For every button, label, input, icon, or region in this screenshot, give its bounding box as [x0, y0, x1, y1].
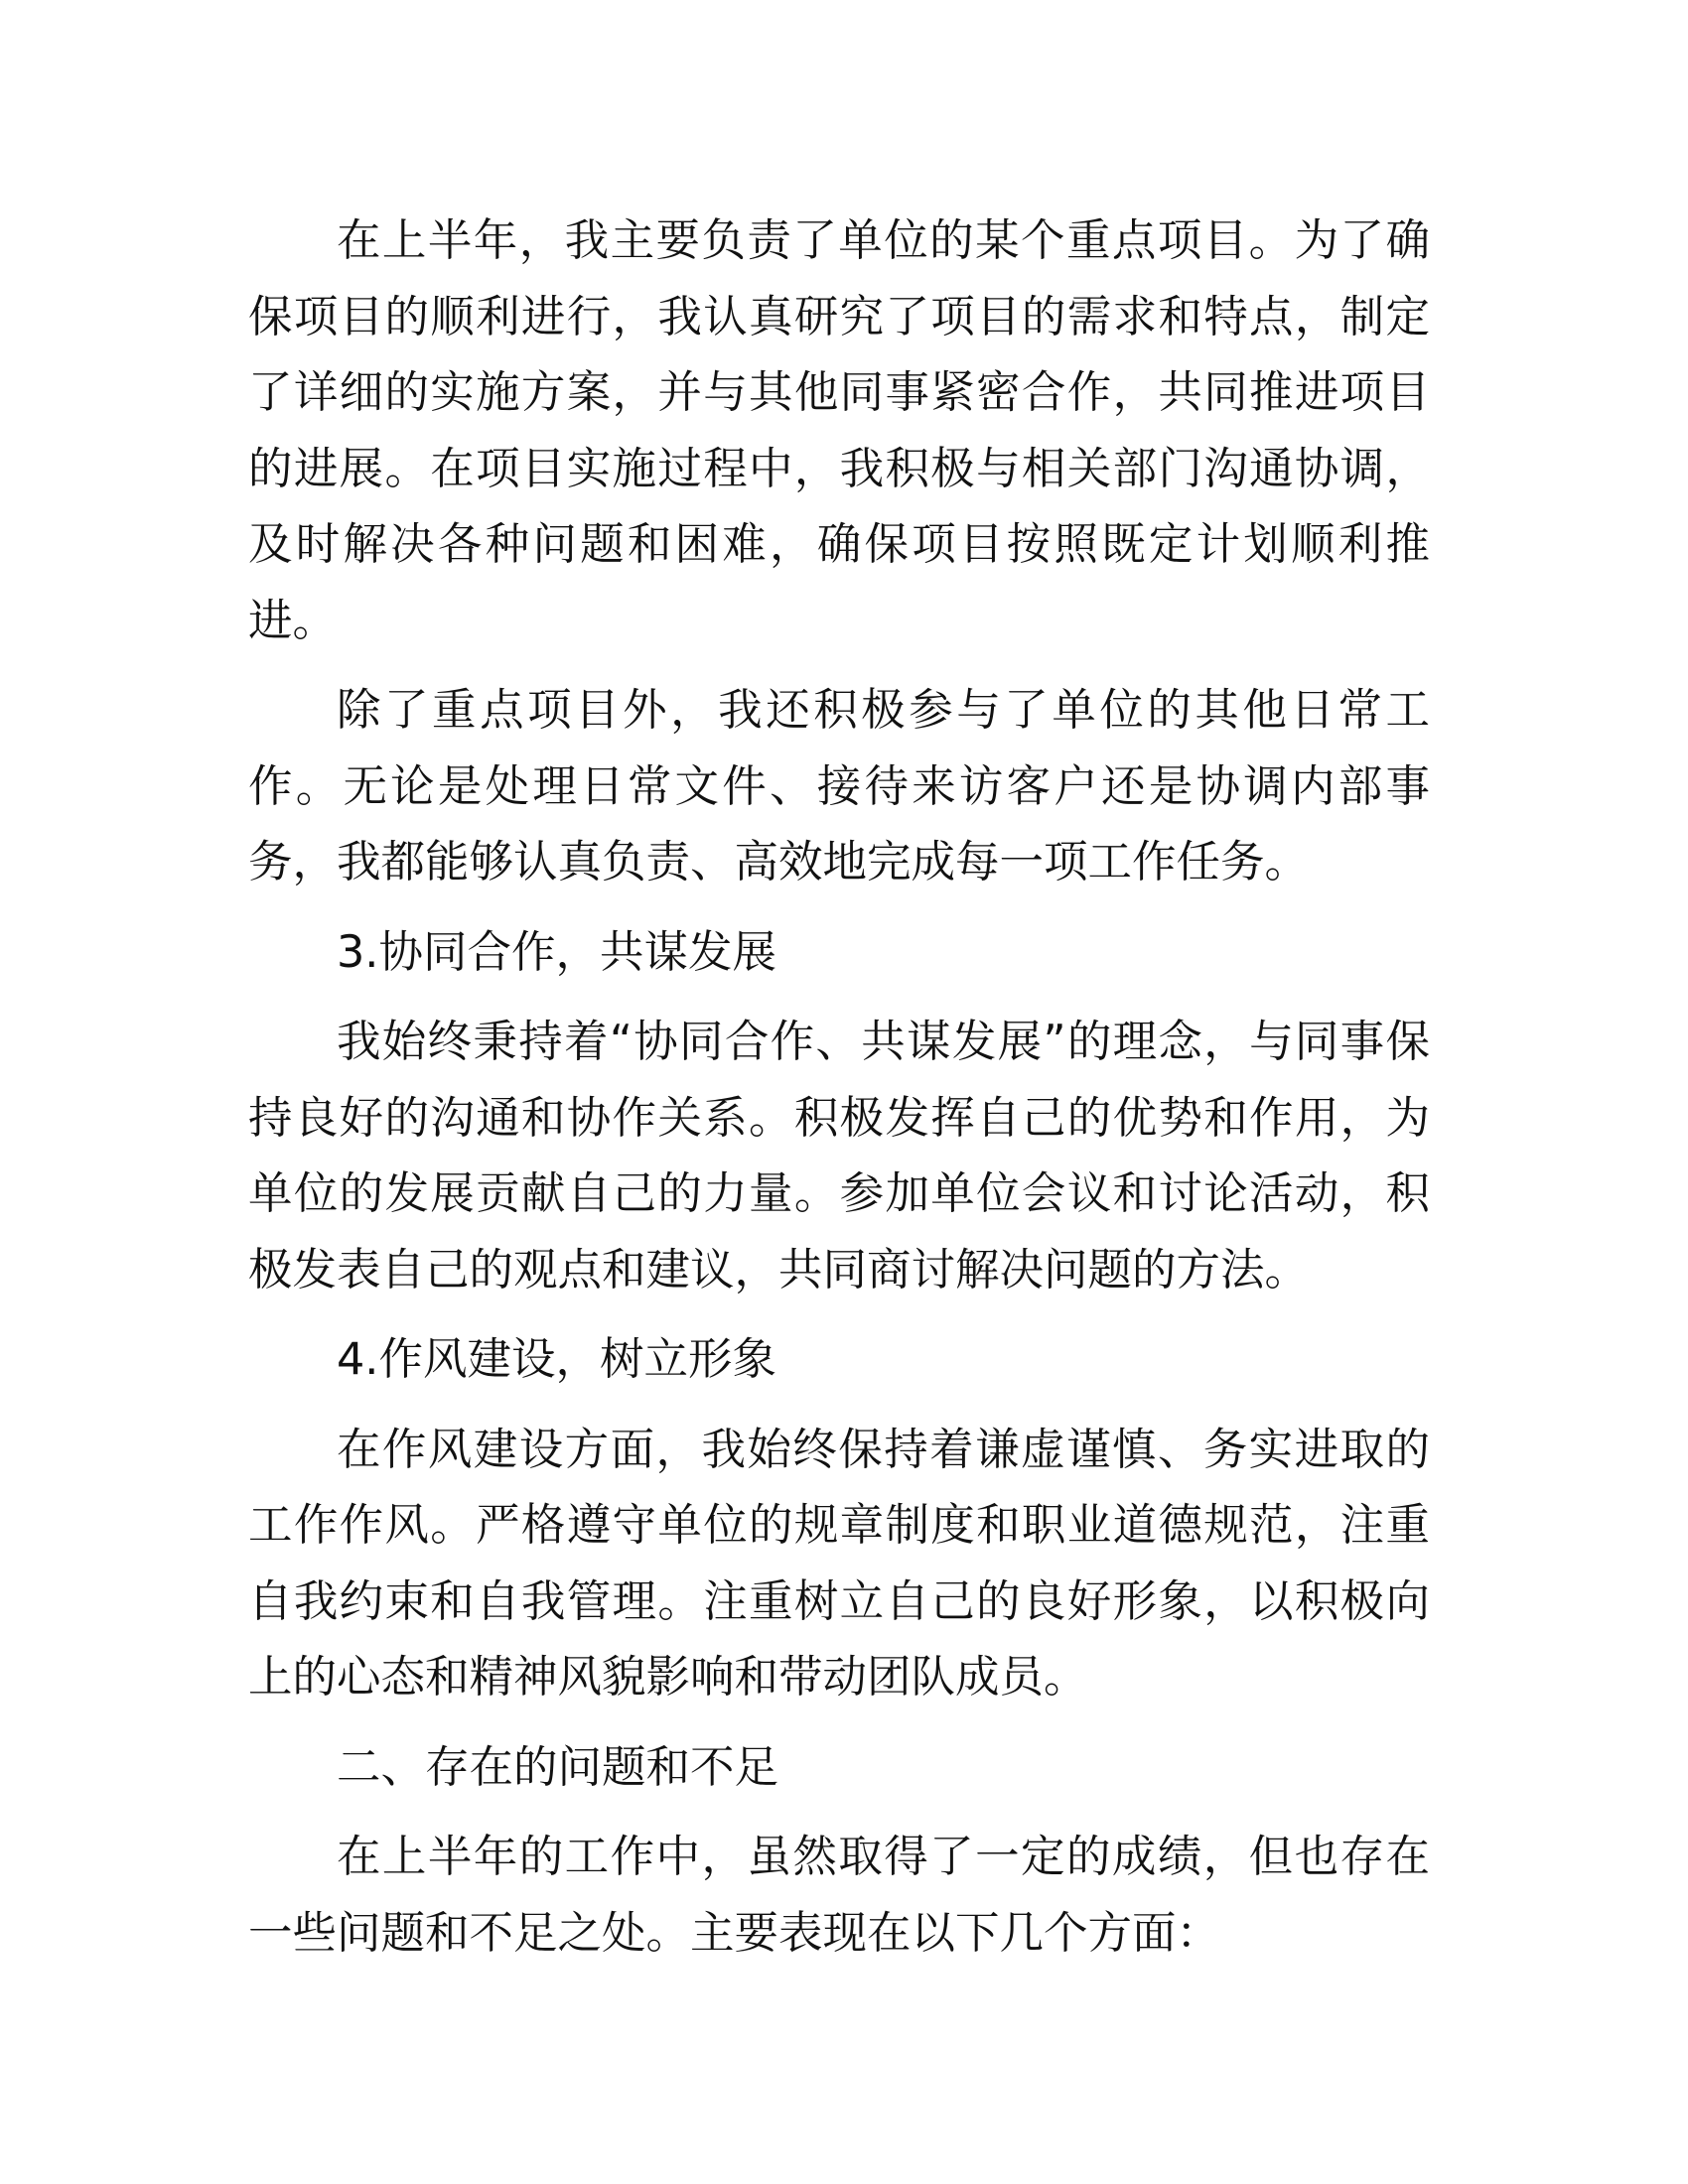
paragraph-collaboration: 我始终秉持着“协同合作、共谋发展”的理念，与同事保持良好的沟通和协作关系。积极发挥自己的优势和作用，为单位的发展贡献自己的力量。参加单位会议和讨论活动，积极发表自己的观点和建议，共同商讨解决问题的方法。	[248, 1017, 1430, 1296]
document-body	[248, 204, 1430, 1972]
heading-problems: 二、存在的问题和不足	[337, 1741, 779, 1793]
heading-work-style: 4.作风建设，树立形象	[337, 1334, 776, 1385]
paragraph-work-key-project: 在上半年，我主要负责了单位的某个重点项目。为了确保项目的顺利进行，我认真研究了项目的需求和特点，制定了详细的实施方案，并与其他同事紧密合作，共同推进项目的进展。在项目实施过程中，我积极与相关部门沟通协调，及时解决各种问题和困难，确保项目按照既定计划顺利推进。	[248, 215, 1430, 646]
paragraph-daily-work: 除了重点项目外，我还积极参与了单位的其他日常工作。无论是处理日常文件、接待来访客户还是协调内部事务，我都能够认真负责、高效地完成每一项工作任务。	[248, 685, 1430, 887]
heading-collaboration: 3.协同合作，共谋发展	[337, 926, 776, 978]
paragraph-work-style: 在作风建设方面，我始终保持着谦虚谨慎、务实进取的工作作风。严格遵守单位的规章制度和职业道德规范，注重自我约束和自我管理。注重树立自己的良好形象，以积极向上的心态和精神风貌影响和带动团队成员。	[248, 1424, 1430, 1703]
paragraph-problems: 在上半年的工作中，虽然取得了一定的成绩，但也存在一些问题和不足之处。主要表现在以下几个方面：	[248, 1832, 1430, 1959]
